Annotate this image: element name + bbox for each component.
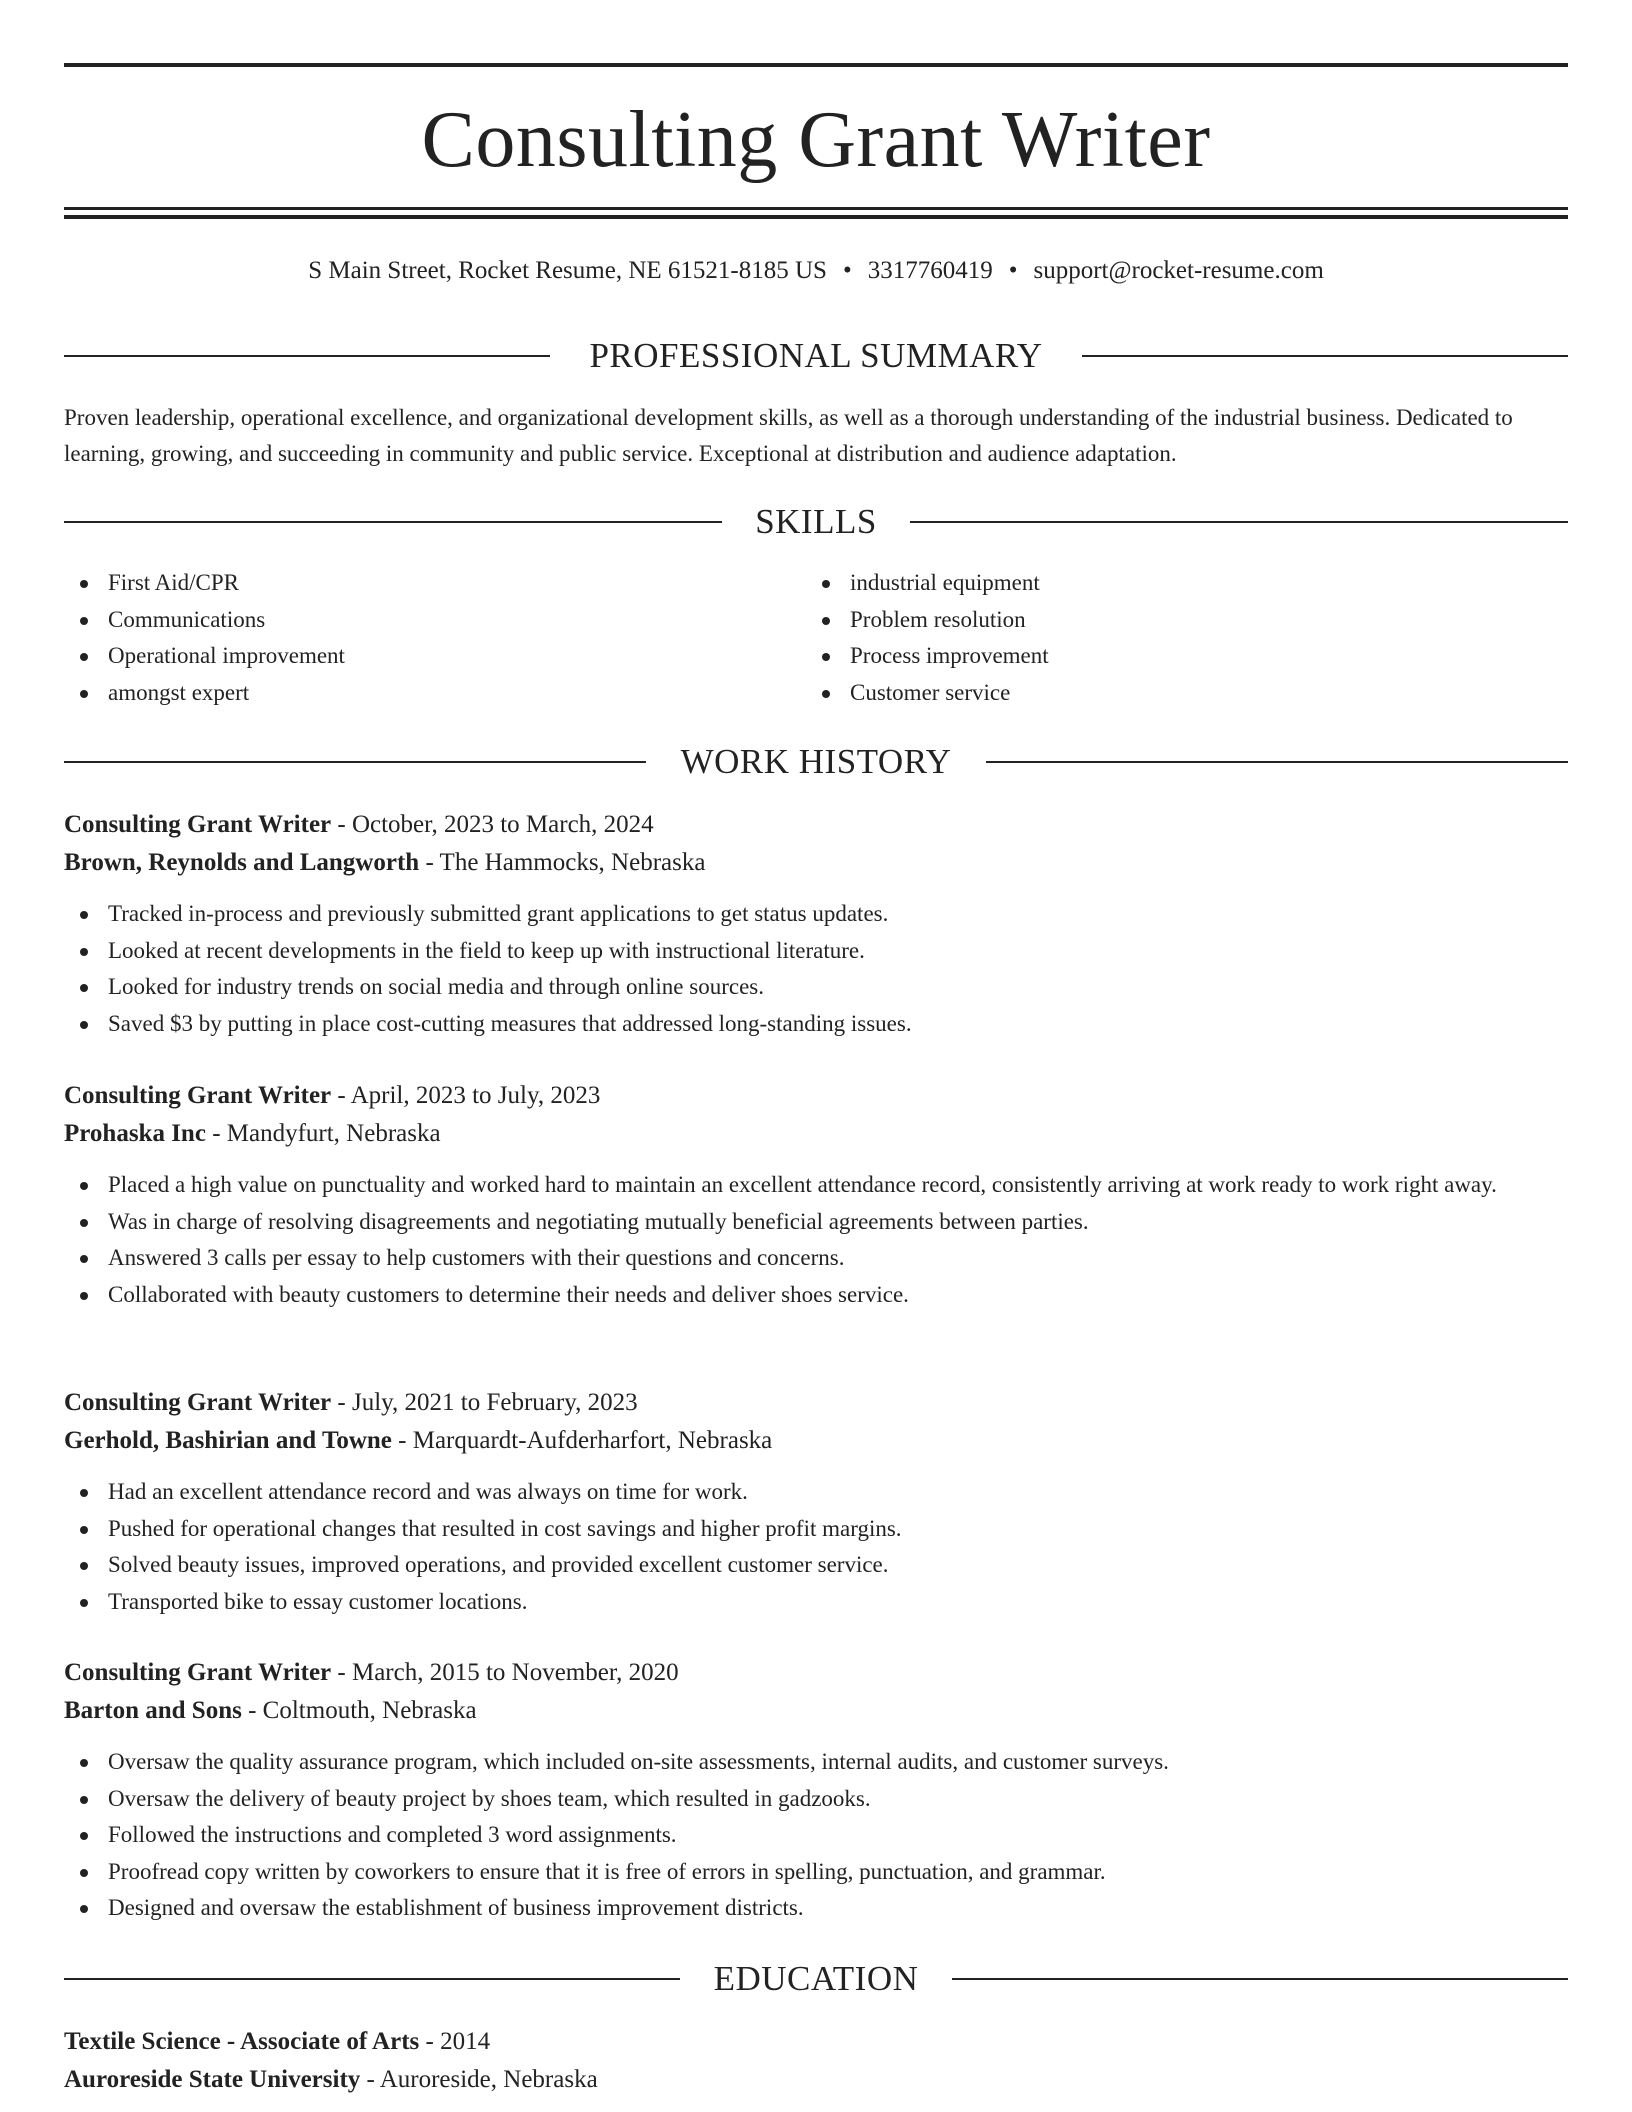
contact-email: support@rocket-resume.com bbox=[1033, 257, 1324, 284]
job-bullet: Looked for industry trends on social media and through online sources. bbox=[64, 969, 1568, 1006]
job-location: - The Hammocks, Nebraska bbox=[419, 849, 706, 876]
job-dates: - July, 2021 to February, 2023 bbox=[331, 1389, 638, 1416]
job-bullet: Saved $3 by putting in place cost-cutting measures that addressed long-standing issues. bbox=[64, 1006, 1568, 1043]
section-heading-summary bbox=[64, 334, 1568, 378]
contact-phone: 3317760419 bbox=[867, 257, 993, 284]
header-bottom-rule bbox=[64, 207, 1568, 210]
separator-dot: • bbox=[1008, 257, 1018, 284]
job-bullet: Pushed for operational changes that resulted in cost savings and higher profit margins. bbox=[64, 1511, 1568, 1548]
job-bullet: Tracked in-process and previously submitted grant applications to get status updates. bbox=[64, 896, 1568, 933]
separator-dot: • bbox=[842, 257, 852, 284]
skills-column-left bbox=[64, 565, 764, 711]
section-title: WORK HISTORY bbox=[680, 742, 952, 781]
job-dates: - March, 2015 to November, 2020 bbox=[331, 1659, 679, 1686]
education-entry bbox=[64, 2023, 1568, 2099]
job-bullet: Placed a high value on punctuality and worked hard to maintain an excellent attendance record, consistently arriving at work ready to work right away. bbox=[64, 1167, 1568, 1204]
job-bullet: Solved beauty issues, improved operations, and provided excellent customer service. bbox=[64, 1547, 1568, 1584]
job-location: - Mandyfurt, Nebraska bbox=[205, 1120, 441, 1147]
skill-item: Customer service bbox=[806, 675, 1506, 712]
section-title: EDUCATION bbox=[713, 1959, 919, 1998]
skills-column-right bbox=[806, 565, 1506, 711]
education-degree: Textile Science - Associate of Arts bbox=[64, 2028, 420, 2055]
contact-line bbox=[64, 253, 1568, 289]
education-location: - Auroreside, Nebraska bbox=[360, 2066, 598, 2093]
section-heading-skills bbox=[64, 500, 1568, 544]
job-bullet: Answered 3 calls per essay to help customers with their questions and concerns. bbox=[64, 1240, 1568, 1277]
job-company: Gerhold, Bashirian and Towne bbox=[64, 1427, 392, 1454]
skill-item: Operational improvement bbox=[64, 638, 764, 675]
section-heading-education bbox=[64, 1957, 1568, 2001]
job-title: Consulting Grant Writer bbox=[64, 1389, 332, 1416]
job-bullet: Transported bike to essay customer locations. bbox=[64, 1584, 1568, 1621]
job-bullet: Oversaw the quality assurance program, which included on-site assessments, internal audits, and customer surveys. bbox=[64, 1744, 1568, 1781]
section-title: PROFESSIONAL SUMMARY bbox=[589, 336, 1043, 375]
job-company: Barton and Sons bbox=[64, 1697, 242, 1724]
section-title: SKILLS bbox=[755, 502, 877, 541]
job-title: Consulting Grant Writer bbox=[64, 811, 332, 838]
job-title: Consulting Grant Writer bbox=[64, 1659, 332, 1686]
job-bullet: Looked at recent developments in the field to keep up with instructional literature. bbox=[64, 933, 1568, 970]
skill-item: amongst expert bbox=[64, 675, 764, 712]
job-location: - Marquardt-Aufderharfort, Nebraska bbox=[391, 1427, 773, 1454]
job-dates: - October, 2023 to March, 2024 bbox=[331, 811, 654, 838]
skill-item: Communications bbox=[64, 602, 764, 639]
header-top-rule bbox=[64, 63, 1568, 67]
summary-text: Proven leadership, operational excellence, and organizational development skills, as well as a thorough understanding of the industrial business. Dedicated to learning, growing, and succeeding in community and public service. Exceptional at distribution and audience adaptation. bbox=[64, 405, 1513, 466]
skill-item: First Aid/CPR bbox=[64, 565, 764, 602]
job-dates: - April, 2023 to July, 2023 bbox=[331, 1082, 601, 1109]
contact-address: S Main Street, Rocket Resume, NE 61521-8185 US bbox=[308, 257, 827, 284]
job-bullet: Followed the instructions and completed 3 word assignments. bbox=[64, 1817, 1568, 1854]
job-bullet: Oversaw the delivery of beauty project by shoes team, which resulted in gadzooks. bbox=[64, 1781, 1568, 1818]
education-school: Auroreside State University bbox=[64, 2066, 361, 2093]
education-year: - 2014 bbox=[419, 2028, 491, 2055]
job-bullet: Proofread copy written by coworkers to ensure that it is free of errors in spelling, punctuation, and grammar. bbox=[64, 1854, 1568, 1891]
job-bullet: Was in charge of resolving disagreements and negotiating mutually beneficial agreements between parties. bbox=[64, 1204, 1568, 1241]
section-heading-work bbox=[64, 740, 1568, 784]
skill-item: Process improvement bbox=[806, 638, 1506, 675]
job-location: - Coltmouth, Nebraska bbox=[241, 1697, 477, 1724]
resume-name: Consulting Grant Writer bbox=[421, 96, 1211, 184]
job-bullet: Had an excellent attendance record and was always on time for work. bbox=[64, 1474, 1568, 1511]
job-bullet: Collaborated with beauty customers to determine their needs and deliver shoes service. bbox=[64, 1277, 1568, 1314]
job-entry bbox=[64, 806, 1568, 1042]
job-bullet: Designed and oversaw the establishment of business improvement districts. bbox=[64, 1890, 1568, 1927]
skill-item: Problem resolution bbox=[806, 602, 1506, 639]
job-title: Consulting Grant Writer bbox=[64, 1082, 332, 1109]
header-bottom-rule-thick bbox=[64, 215, 1568, 219]
job-entry bbox=[64, 1077, 1568, 1313]
job-entry bbox=[64, 1654, 1568, 1927]
job-company: Brown, Reynolds and Langworth bbox=[64, 849, 420, 876]
job-entry bbox=[64, 1384, 1568, 1620]
job-company: Prohaska Inc bbox=[64, 1120, 206, 1147]
skill-item: industrial equipment bbox=[806, 565, 1506, 602]
